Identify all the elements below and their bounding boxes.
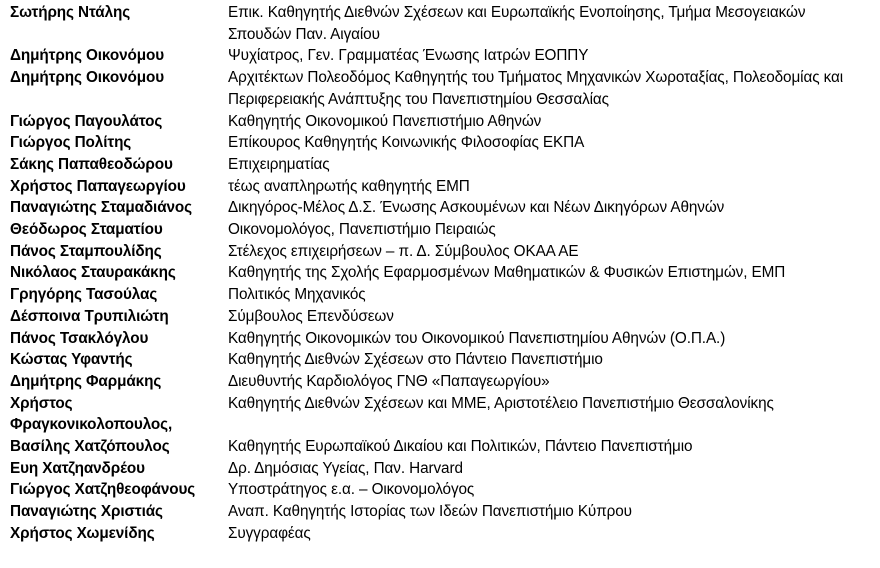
person-description: Υποστράτηγος ε.α. – Οικονομολόγος xyxy=(228,481,475,499)
list-item xyxy=(10,176,870,198)
person-description: Επίκουρος Καθηγητής Κοινωνικής Φιλοσοφίας ΕΚΠΑ xyxy=(228,134,585,152)
signatories-list xyxy=(10,2,870,545)
person-name: Χρήστος Παπαγεωργίου xyxy=(10,177,186,195)
list-item xyxy=(10,2,870,45)
person-description: Καθηγητής της Σχολής Εφαρμοσμένων Μαθηματικών & Φυσικών Επιστημών, ΕΜΠ xyxy=(228,264,786,282)
list-item xyxy=(10,197,870,219)
person-description: Οικονομολόγος, Πανεπιστήμιο Πειραιώς xyxy=(228,221,496,239)
person-description: Συγγραφέας xyxy=(228,524,311,542)
person-name: Δημήτρης Οικονόμου xyxy=(10,69,165,87)
person-description: Καθηγητής Διεθνών Σχέσεων και ΜΜΕ, Αριστοτέλειο Πανεπιστήμιο Θεσσαλονίκης xyxy=(228,394,774,412)
list-item xyxy=(10,458,870,480)
person-description: Σύμβουλος Επενδύσεων xyxy=(228,307,394,325)
list-item xyxy=(10,262,870,284)
list-item xyxy=(10,371,870,393)
person-description: Διευθυντής Καρδιολόγος ΓΝΘ «Παπαγεωργίου» xyxy=(228,372,550,390)
person-description: Καθηγητής Διεθνών Σχέσεων στο Πάντειο Πανεπιστήμιο xyxy=(228,351,603,369)
person-description: Αρχιτέκτων Πολεοδόμος Καθηγητής του Τμήματος Μηχανικών Χωροταξίας, Πολεοδομίας και Περιφερειακής Ανάπτυξης του Πανεπιστημίου Θεσσαλίας xyxy=(228,69,844,108)
list-item xyxy=(10,284,870,306)
person-description: Δρ. Δημόσιας Υγείας, Παν. Harvard xyxy=(228,459,463,477)
person-name: Βασίλης Χατζόπουλος xyxy=(10,438,170,456)
person-name: Χρήστος Χωμενίδης xyxy=(10,524,155,542)
list-item xyxy=(10,45,870,67)
person-name: Κώστας Υφαντής xyxy=(10,351,133,369)
list-item xyxy=(10,306,870,328)
person-name: Παναγιώτης Σταμαδιάνος xyxy=(10,199,193,217)
person-name: Γιώργος Πολίτης xyxy=(10,134,132,152)
person-name: Γρηγόρης Τασούλας xyxy=(10,286,158,304)
list-item xyxy=(10,479,870,501)
list-item xyxy=(10,132,870,154)
person-description: Αναπ. Καθηγητής Ιστορίας των Ιδεών Πανεπιστήμιο Κύπρου xyxy=(228,503,632,521)
list-item xyxy=(10,111,870,133)
person-description: Καθηγητής Οικονομικού Πανεπιστήμιο Αθηνών xyxy=(228,112,542,130)
person-name: Γιώργος Παγουλάτος xyxy=(10,112,163,130)
person-name: Πάνος Τσακλόγλου xyxy=(10,329,149,347)
person-name: Πάνος Σταμπουλίδης xyxy=(10,242,162,260)
person-description: Δικηγόρος-Μέλος Δ.Σ. Ένωσης Ασκουμένων και Νέων Δικηγόρων Αθηνών xyxy=(228,199,725,217)
person-description: Επικ. Καθηγητής Διεθνών Σχέσεων και Ευρωπαϊκής Ενοποίησης, Τμήμα Μεσογειακών Σπουδών Παν. Αιγαίου xyxy=(228,4,806,43)
list-item xyxy=(10,154,870,176)
person-name: Παναγιώτης Χριστιάς xyxy=(10,503,163,521)
list-item xyxy=(10,328,870,350)
person-name: Δημήτρης Οικονόμου xyxy=(10,47,165,65)
person-description: Στέλεχος επιχειρήσεων – π. Δ. Σύμβουλος ΟΚΑΑ ΑΕ xyxy=(228,242,579,260)
person-description: Καθηγητής Οικονομικών του Οικονομικού Πανεπιστημίου Αθηνών (Ο.Π.Α.) xyxy=(228,329,726,347)
person-name: Σάκης Παπαθεοδώρου xyxy=(10,155,173,173)
person-description: Καθηγητής Ευρωπαϊκού Δικαίου και Πολιτικών, Πάντειο Πανεπιστήμιο xyxy=(228,438,693,456)
person-name: Γιώργος Χατζηθεοφάνους xyxy=(10,481,196,499)
list-item xyxy=(10,393,870,436)
person-name: Θεόδωρος Σταματίου xyxy=(10,221,163,239)
person-name: Χρήστος Φραγκονικολοπουλος, xyxy=(10,394,173,434)
person-description: τέως αναπληρωτής καθηγητής ΕΜΠ xyxy=(228,177,470,195)
list-item xyxy=(10,67,870,110)
list-item xyxy=(10,436,870,458)
list-item xyxy=(10,349,870,371)
person-name: Νικόλαος Σταυρακάκης xyxy=(10,264,176,282)
list-item xyxy=(10,501,870,523)
list-item xyxy=(10,523,870,545)
person-name: Σωτήρης Ντάλης xyxy=(10,4,131,21)
person-description: Επιχειρηματίας xyxy=(228,155,330,173)
person-name: Δημήτρης Φαρμάκης xyxy=(10,372,162,390)
list-item xyxy=(10,219,870,241)
person-description: Ψυχίατρος, Γεν. Γραμματέας Ένωσης Ιατρών ΕΟΠΠΥ xyxy=(228,47,589,65)
person-name: Ευη Χατζηανδρέου xyxy=(10,459,145,477)
person-name: Δέσποινα Τρυπιλιώτη xyxy=(10,307,169,325)
list-item xyxy=(10,241,870,263)
person-description: Πολιτικός Μηχανικός xyxy=(228,286,366,304)
